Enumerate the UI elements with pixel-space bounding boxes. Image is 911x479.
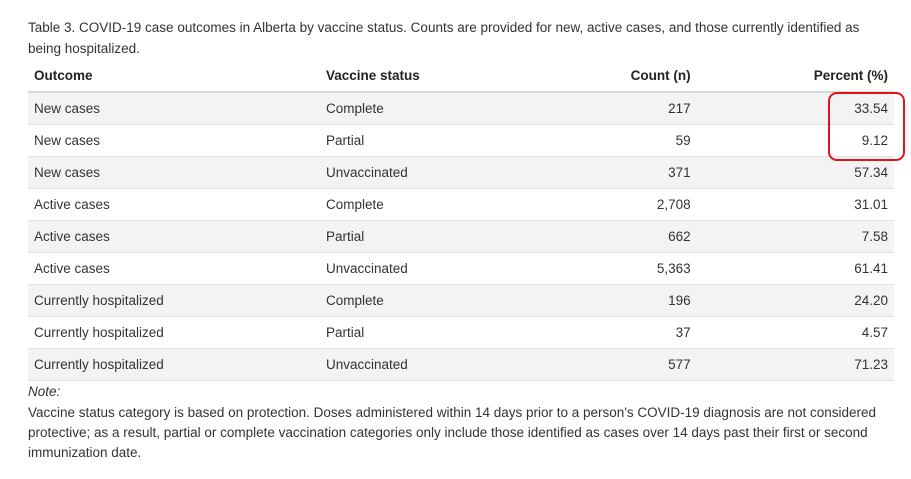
cell-count: 196 — [532, 285, 697, 317]
cell-outcome: New cases — [28, 157, 320, 189]
cell-percent: 33.54 — [697, 92, 894, 125]
cell-outcome: Currently hospitalized — [28, 349, 320, 381]
table-header-row — [28, 60, 894, 92]
cell-outcome: New cases — [28, 125, 320, 157]
table-row — [28, 189, 894, 221]
table-row — [28, 253, 894, 285]
cell-percent: 7.58 — [697, 221, 894, 253]
red-highlight-box — [828, 92, 905, 161]
cell-vaccine-status: Complete — [320, 92, 532, 125]
cell-vaccine-status: Partial — [320, 125, 532, 157]
cell-percent: 24.20 — [697, 285, 894, 317]
table-row — [28, 157, 894, 189]
cell-count: 2,708 — [532, 189, 697, 221]
cell-percent: 4.57 — [697, 317, 894, 349]
cell-count: 5,363 — [532, 253, 697, 285]
header-outcome: Outcome — [28, 60, 320, 92]
cell-percent: 57.34 — [697, 157, 894, 189]
header-percent: Percent (%) — [697, 60, 894, 92]
cell-outcome: Currently hospitalized — [28, 285, 320, 317]
cell-percent: 71.23 — [697, 349, 894, 381]
table-row — [28, 285, 894, 317]
cell-count: 577 — [532, 349, 697, 381]
table-row — [28, 125, 894, 157]
cell-outcome: Currently hospitalized — [28, 317, 320, 349]
cell-count: 217 — [532, 92, 697, 125]
table-row — [28, 317, 894, 349]
table-row — [28, 221, 894, 253]
header-vaccine-status: Vaccine status — [320, 60, 532, 92]
cell-vaccine-status: Partial — [320, 317, 532, 349]
cell-outcome: Active cases — [28, 221, 320, 253]
cell-vaccine-status: Unvaccinated — [320, 253, 532, 285]
cell-outcome: Active cases — [28, 253, 320, 285]
cell-vaccine-status: Unvaccinated — [320, 157, 532, 189]
cell-outcome: Active cases — [28, 189, 320, 221]
cell-vaccine-status: Unvaccinated — [320, 349, 532, 381]
cell-vaccine-status: Complete — [320, 189, 532, 221]
cell-vaccine-status: Partial — [320, 221, 532, 253]
cell-percent: 9.12 — [697, 125, 894, 157]
cell-percent: 31.01 — [697, 189, 894, 221]
header-count: Count (n) — [532, 60, 697, 92]
cell-vaccine-status: Complete — [320, 285, 532, 317]
note-label: Note: — [28, 384, 61, 399]
cell-percent: 61.41 — [697, 253, 894, 285]
cell-outcome: New cases — [28, 92, 320, 125]
table-row — [28, 349, 894, 381]
note-text: Vaccine status category is based on protection. Doses administered within 14 days prior to a person's COVID-19 diagnosis are not considered protective; as a result, partial or complete vaccination categories only include those identified as cases over 14 days past their first or second immunization date. — [28, 405, 877, 460]
cell-count: 371 — [532, 157, 697, 189]
table-row — [28, 92, 894, 125]
outcomes-table — [28, 60, 894, 381]
cell-count: 37 — [532, 317, 697, 349]
cell-count: 662 — [532, 221, 697, 253]
cell-count: 59 — [532, 125, 697, 157]
table-caption: Table 3. COVID-19 case outcomes in Alberta by vaccine status. Counts are provided for new, active cases, and those currently identified as being hospitalized. — [28, 20, 860, 56]
